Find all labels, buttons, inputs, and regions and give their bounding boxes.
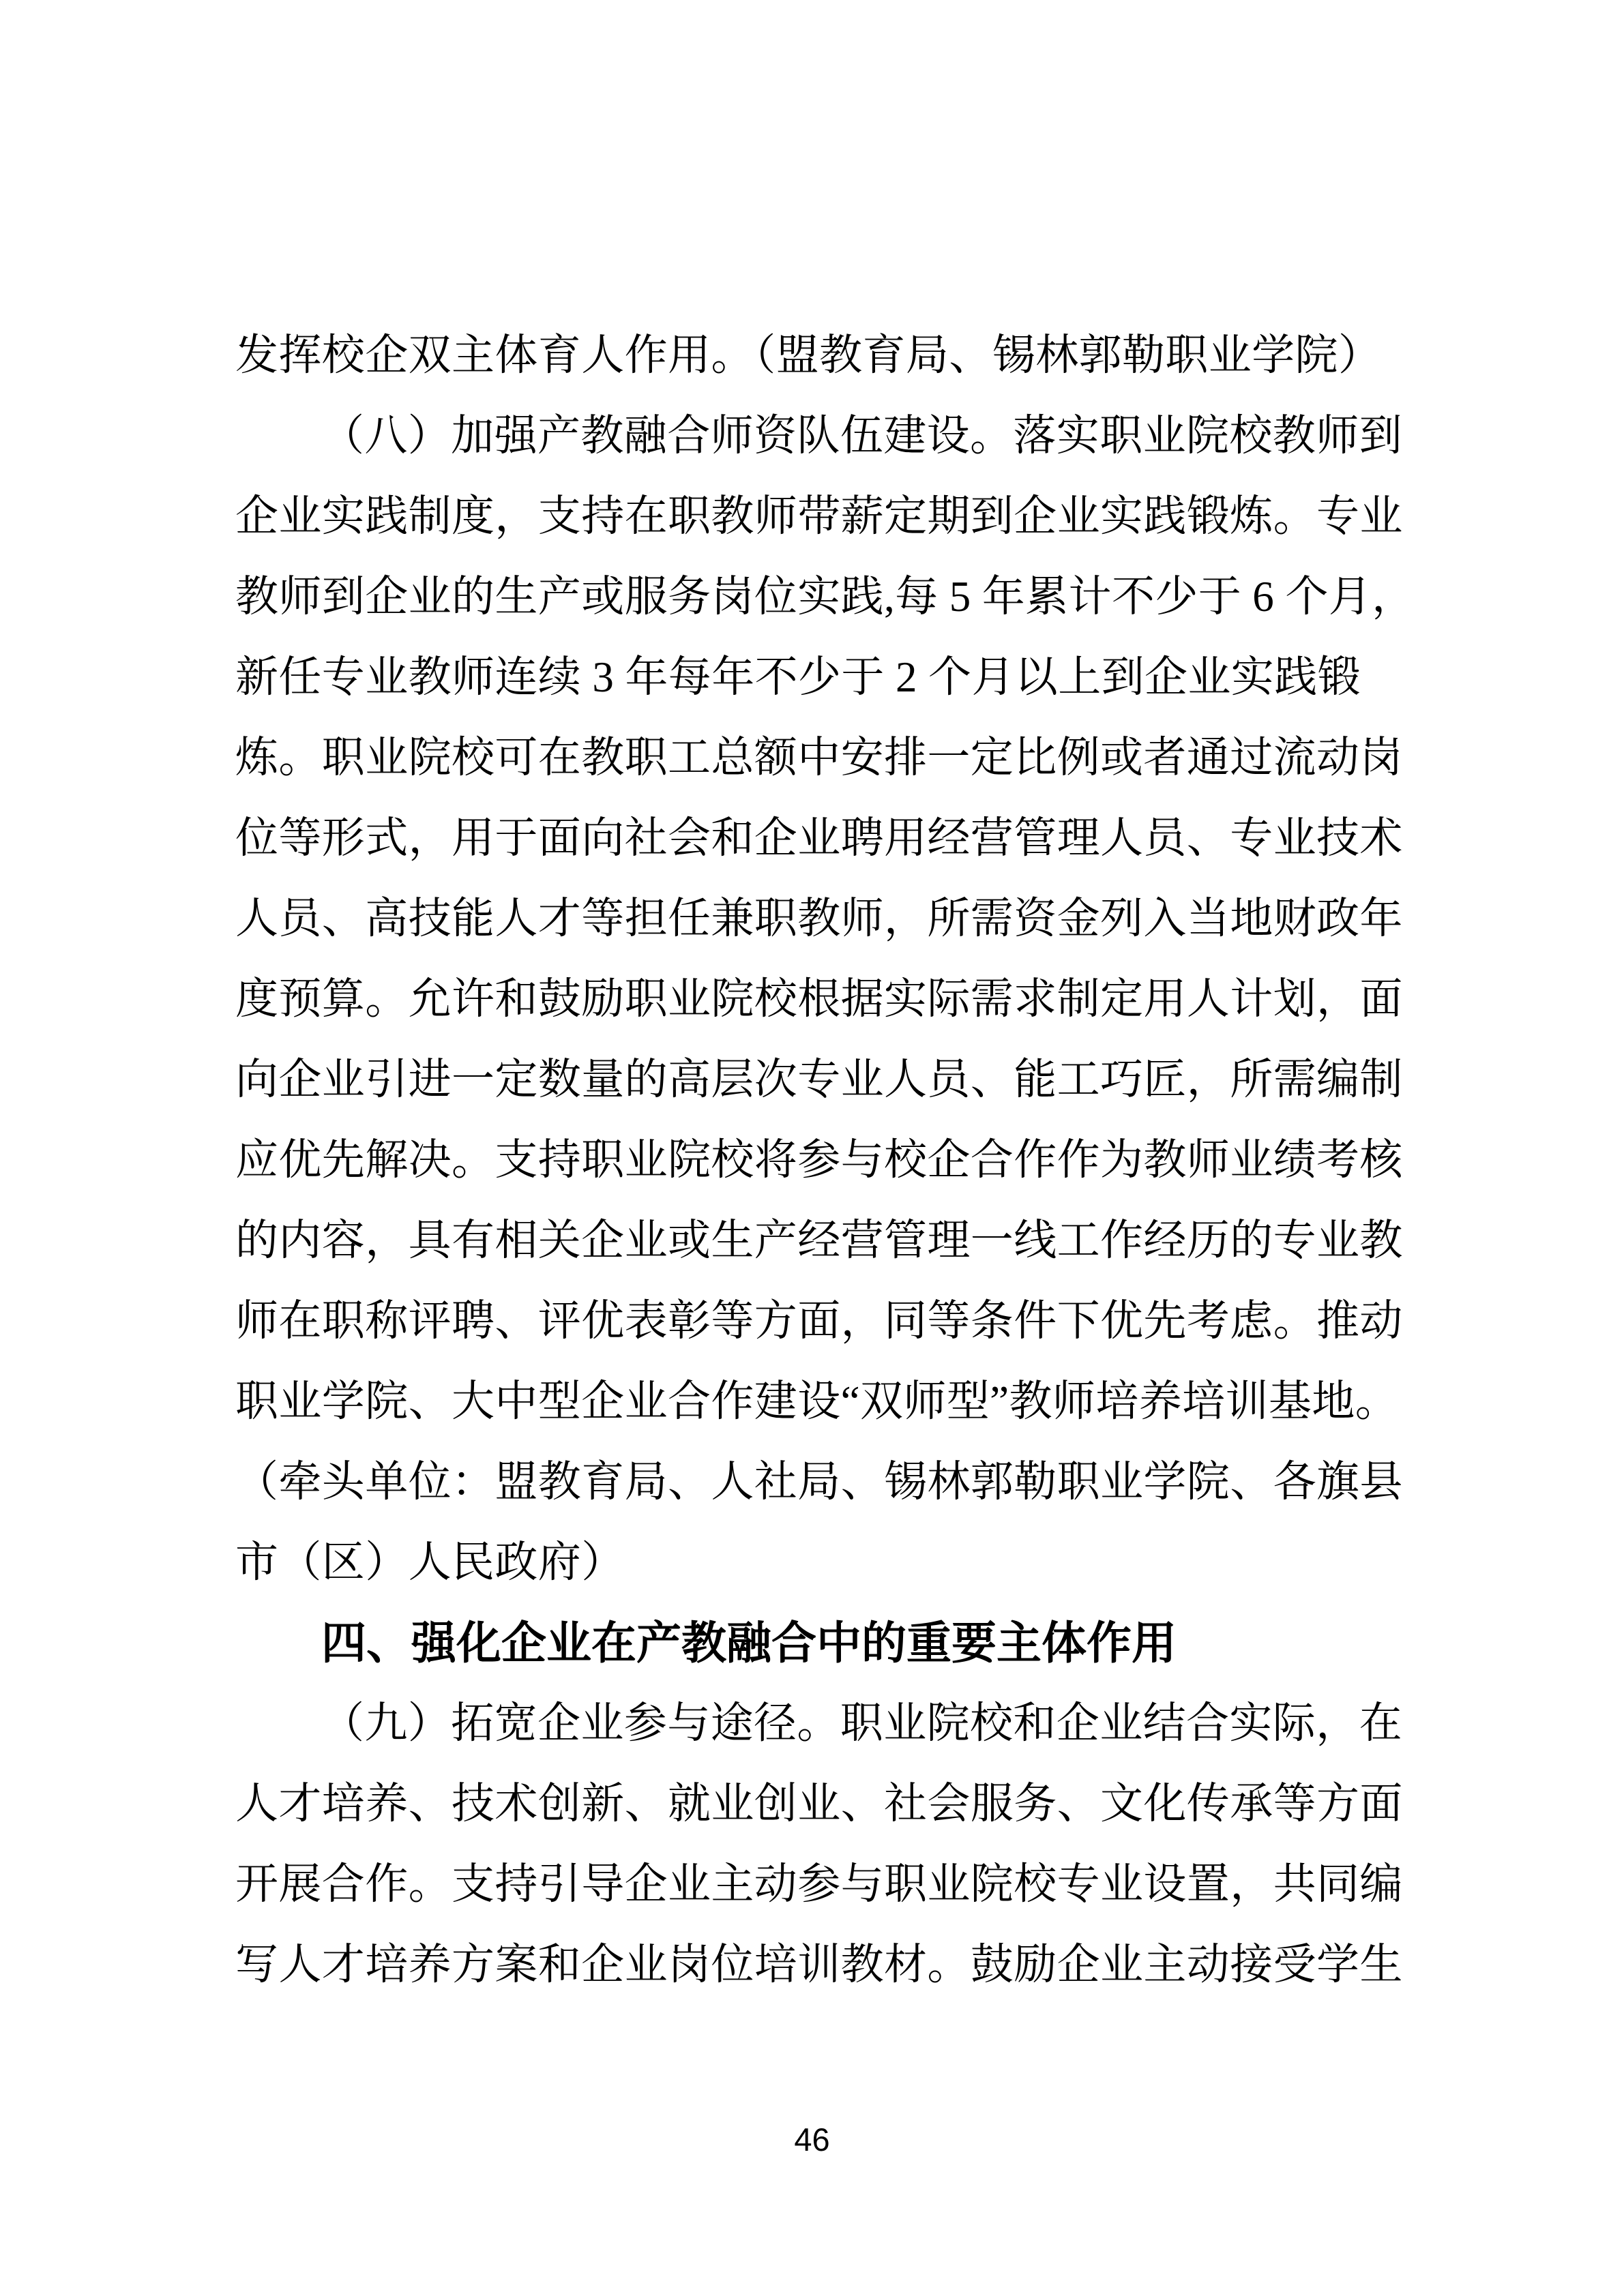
body-line: （牵头单位：盟教育局、人社局、锡林郭勒职业学院、各旗县 <box>235 1458 1403 1506</box>
body-line: 炼。职业院校可在教职工总额中安排一定比例或者通过流动岗 <box>235 734 1403 781</box>
body-line: 职业学院、大中型企业合作建设“双师型”教师培养培训基地。 <box>235 1377 1399 1425</box>
body-line: 向企业引进一定数量的高层次专业人员、能工巧匠，所需编制 <box>235 1056 1403 1103</box>
body-line: 师在职称评聘、评优表彰等方面，同等条件下优先考虑。推动 <box>235 1297 1403 1345</box>
body-line: 人员、高技能人才等担任兼职教师，所需资金列入当地财政年 <box>235 895 1403 942</box>
body-line: 应优先解决。支持职业院校将参与校企合作作为教师业绩考核 <box>235 1136 1403 1184</box>
body-line: 人才培养、技术创新、就业创业、社会服务、文化传承等方面 <box>235 1780 1403 1828</box>
body-line: 新任专业教师连续 3 年每年不少于 2 个月以上到企业实践锻 <box>235 653 1361 701</box>
body-line: 发挥校企双主体育人作用。（盟教育局、锡林郭勒职业学院） <box>235 331 1382 379</box>
body-line: 度预算。允许和鼓励职业院校根据实际需求制定用人计划，面 <box>235 975 1403 1023</box>
body-line: （八）加强产教融合师资队伍建设。落实职业院校教师到 <box>321 412 1402 460</box>
body-line: 市（区）人民政府） <box>235 1538 625 1586</box>
page-number: 46 <box>794 2121 830 2158</box>
body-line: 开展合作。支持引导企业主动参与职业院校专业设置，共同编 <box>235 1860 1403 1908</box>
body-line: 教师到企业的生产或服务岗位实践,每 5 年累计不少于 6 个月， <box>235 573 1415 621</box>
text-block <box>235 315 1415 2005</box>
body-line: 的内容，具有相关企业或生产经营管理一线工作经历的专业教 <box>235 1217 1403 1264</box>
body-line: （九）拓宽企业参与途径。职业院校和企业结合实际，在 <box>321 1699 1402 1747</box>
section-heading: 四、强化企业在产教融合中的重要主体作用 <box>321 1617 1177 1668</box>
body-line: 企业实践制度，支持在职教师带薪定期到企业实践锻炼。专业 <box>235 492 1403 540</box>
body-line: 写人才培养方案和企业岗位培训教材。鼓励企业主动接受学生 <box>235 1941 1403 1988</box>
body-line: 位等形式，用于面向社会和企业聘用经营管理人员、专业技术 <box>235 814 1403 862</box>
